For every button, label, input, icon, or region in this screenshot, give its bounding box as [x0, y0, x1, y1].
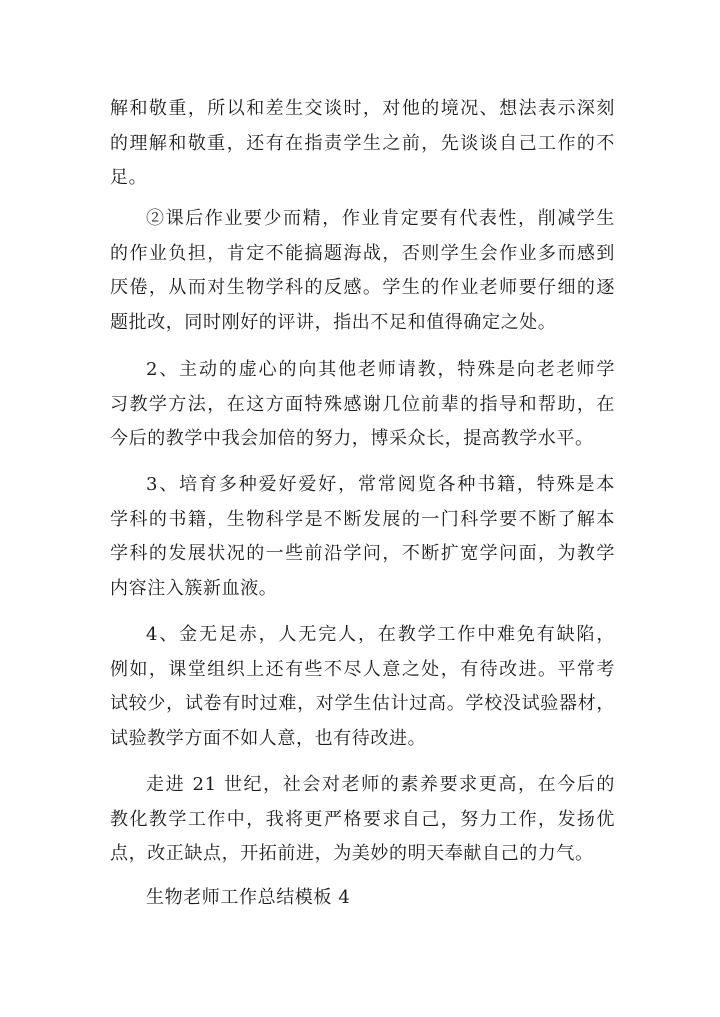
paragraph-line: 的理解和敬重，还有在指责学生之前，先谈谈自己工作的不 [110, 132, 615, 154]
paragraph-line: 试较少，试卷有时过难，对学生估计过高。学校没试验器材， [110, 693, 615, 715]
heading-text: 生物老师工作总结模板 4 [146, 887, 351, 908]
paragraph-line: 4、金无足赤，人无完人，在教学工作中难免有缺陷， [146, 624, 615, 645]
paragraph-line: ②课后作业要少而精，作业肯定要有代表性，削减学生 [146, 208, 615, 229]
paragraph-homework [110, 202, 615, 340]
paragraph-conclusion [110, 768, 615, 872]
paragraph-line: 2、主动的虚心的向其他老师请教，特殊是向老老师学 [146, 359, 615, 380]
paragraph-line: 点，改正缺点，开拓前进，为美妙的明天奉献自己的力气。 [110, 843, 594, 865]
paragraph-line: 3、培育多种爱好爱好，常常阅览各种书籍，特殊是本 [146, 474, 615, 495]
paragraph-continuation [110, 92, 615, 196]
paragraph-line: 学科的书籍，生物科学是不断发展的一门科学要不断了解本 [110, 508, 615, 530]
paragraph-item-2 [110, 353, 615, 457]
paragraph-line: 走进 21 世纪，社会对老师的素养要求更高，在今后的 [146, 774, 615, 795]
paragraph-line: 教化教学工作中，我将更严格要求自己，努力工作，发扬优 [110, 808, 615, 830]
paragraph-line: 内容注入簇新血液。 [110, 577, 278, 599]
paragraph-line: 习教学方法，在这方面特殊感谢几位前辈的指导和帮助，在 [110, 393, 615, 415]
paragraph-item-4 [110, 618, 615, 756]
paragraph-line: 试验教学方面不如人意，也有待改进。 [110, 727, 427, 749]
paragraph-line: 厌倦，从而对生物学科的反感。学生的作业老师要仔细的逐 [110, 277, 615, 299]
paragraph-line: 解和敬重，所以和差生交谈时，对他的境况、想法表示深刻 [110, 98, 615, 119]
paragraph-line: 例如，课堂组织上还有些不尽人意之处，有待改进。平常考 [110, 658, 615, 680]
paragraph-line: 的作业负担，肯定不能搞题海战，否则学生会作业多而感到 [110, 242, 615, 264]
paragraph-line: 今后的教学中我会加倍的努力，博采众长，提高教学水平。 [110, 428, 594, 450]
paragraph-line: 足。 [110, 167, 148, 189]
paragraph-line: 学科的发展状况的一些前沿学问，不断扩宽学问面，为教学 [110, 543, 615, 565]
section-heading [110, 881, 615, 916]
paragraph-line: 题批改，同时刚好的评讲，指出不足和值得确定之处。 [110, 311, 557, 333]
paragraph-item-3 [110, 468, 615, 606]
